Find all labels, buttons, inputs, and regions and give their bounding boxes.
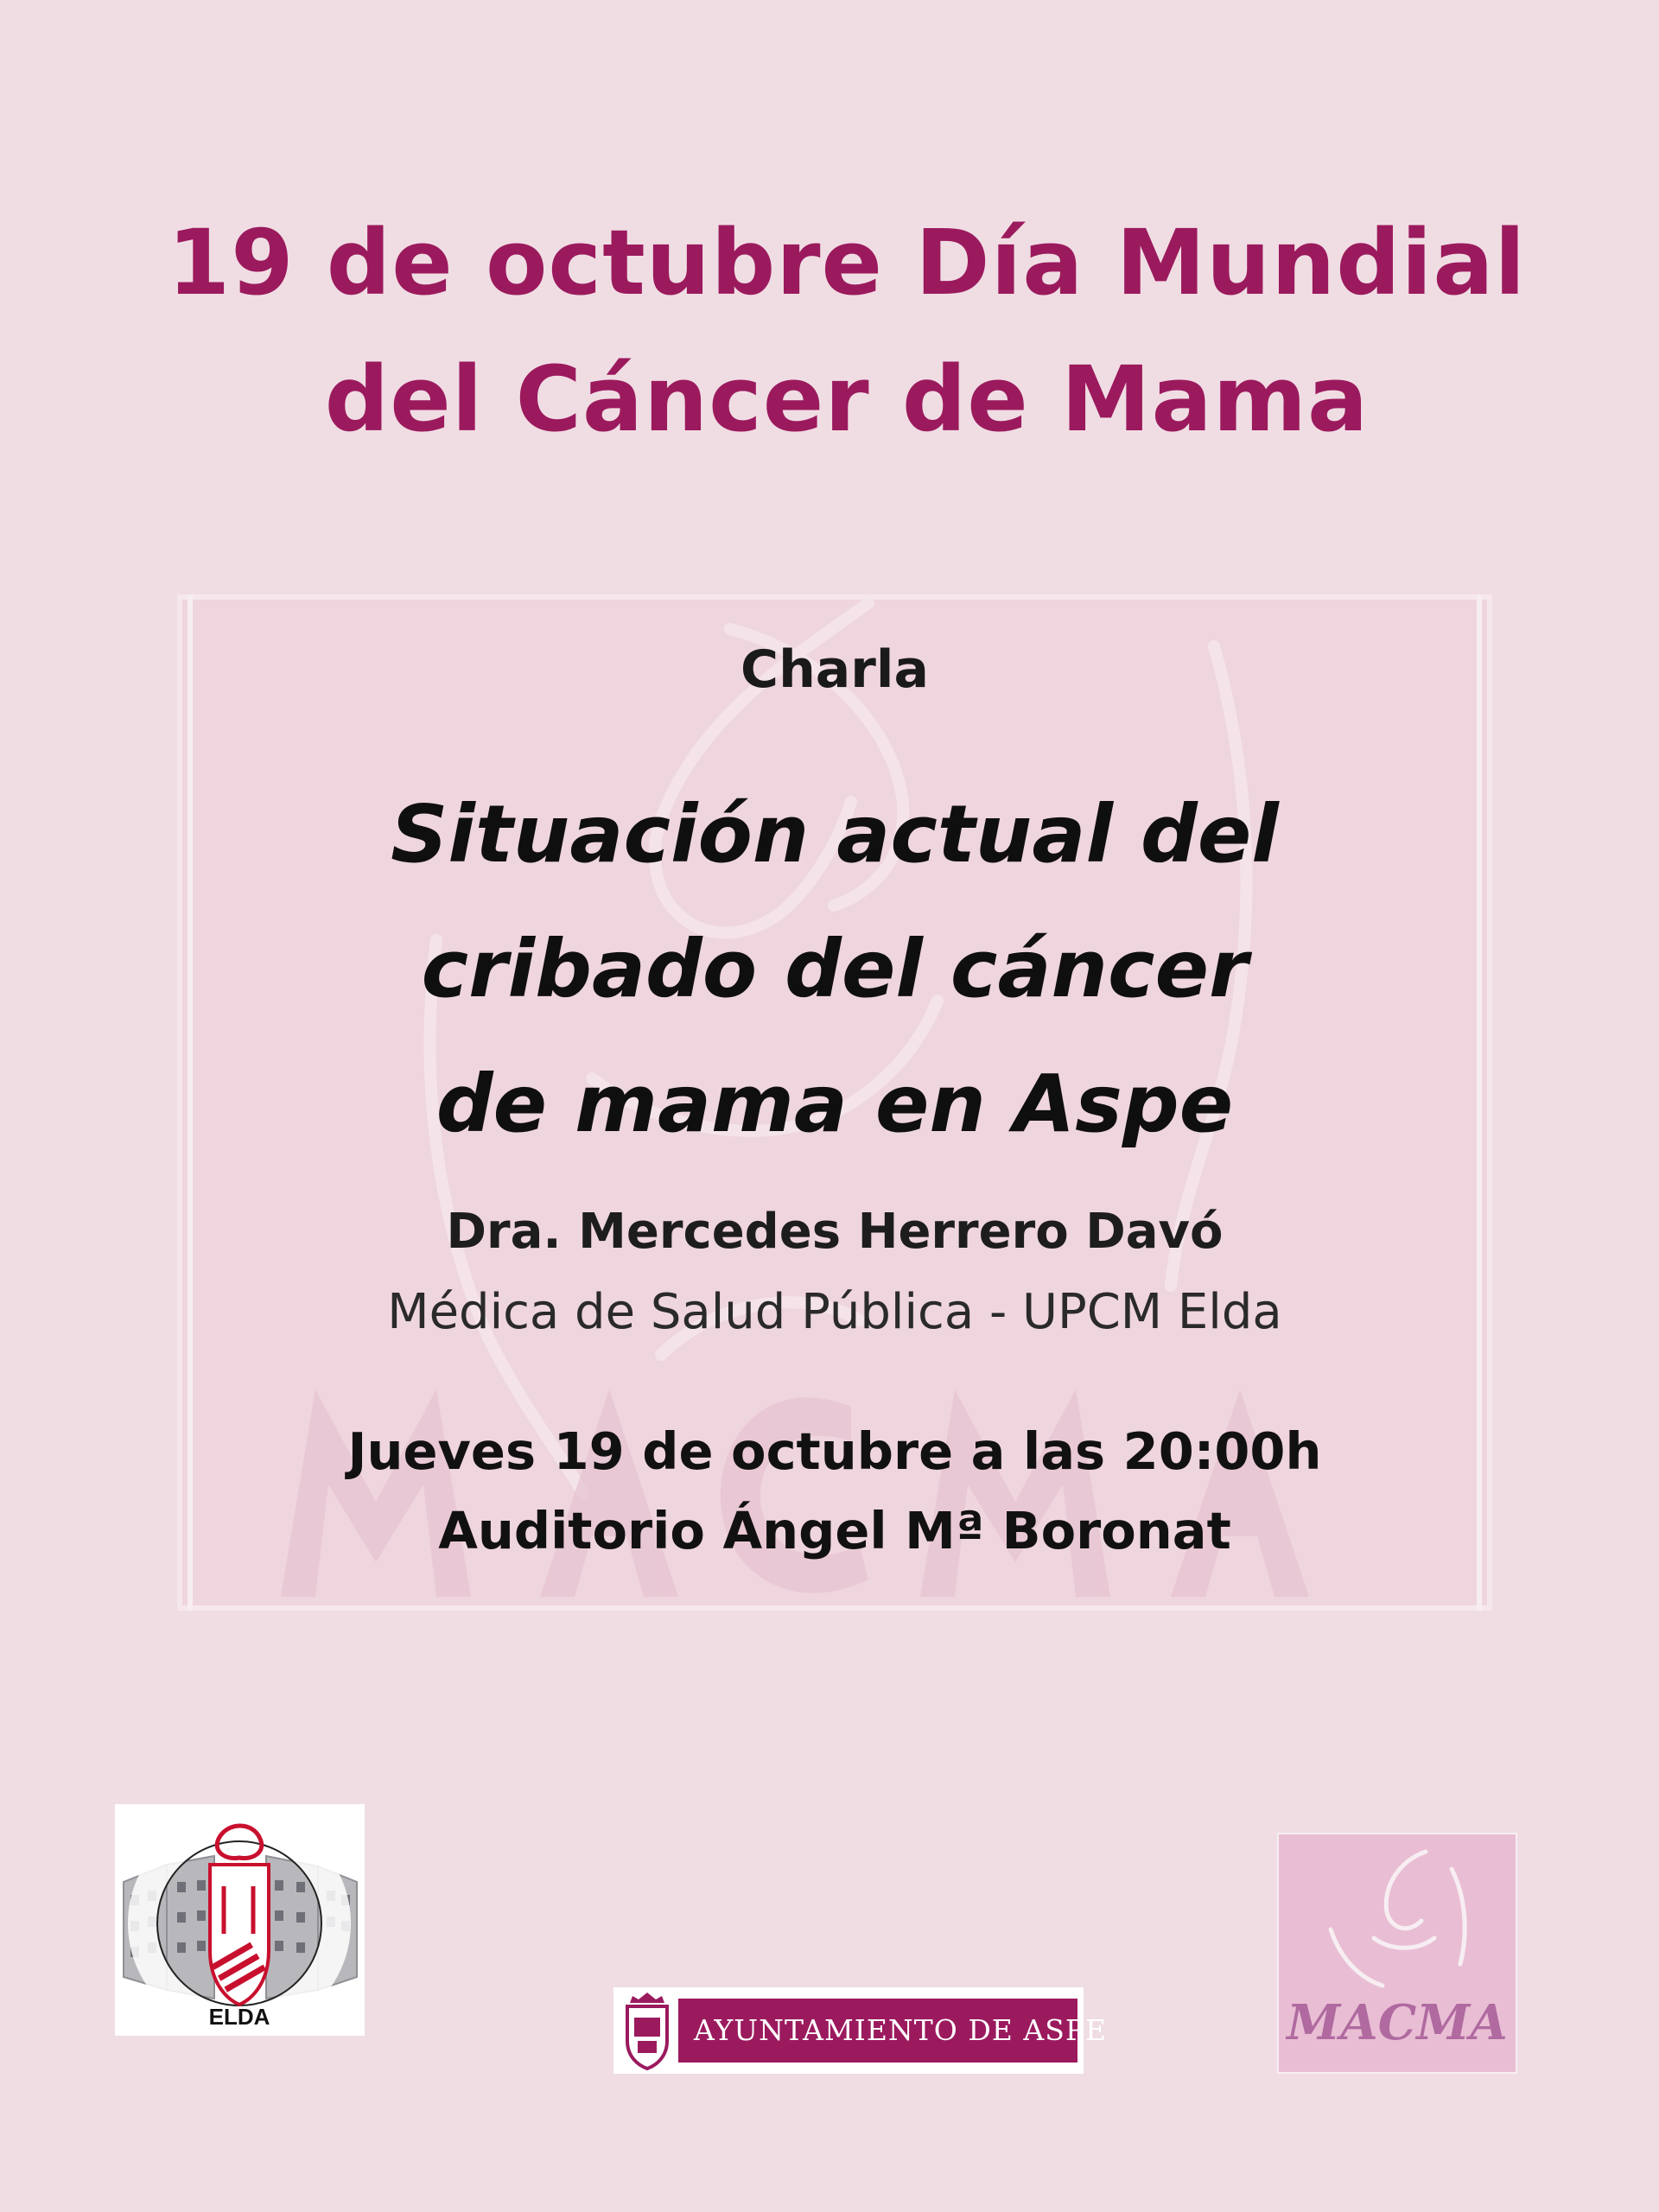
aspe-crest-icon [617,1987,677,2074]
talk-title-line-2: cribado del cáncer [421,923,1249,1015]
event-details [177,1412,1492,1571]
speaker-role: Médica de Salud Pública - UPCM Elda [387,1284,1282,1340]
macma-logo [1277,1833,1517,2074]
csp-emblem-icon [115,1804,365,2036]
talk-title-line-3: de mama en Aspe [435,1058,1234,1150]
event-date-time: Jueves 19 de octubre a las 20:00h [347,1421,1322,1481]
macma-figure-icon [1279,1834,1516,1990]
page-title [0,194,1659,467]
svg-text:ELDA: ELDA [208,2004,270,2030]
aspe-label: AYUNTAMIENTO DE ASPE [678,1999,1077,2063]
event-panel [177,594,1492,1611]
speaker-name: Dra. Mercedes Herrero Davó [446,1204,1224,1260]
title-line-1: 19 de octubre Día Mundial [167,210,1527,315]
ayuntamiento-aspe-logo [613,1987,1108,2074]
title-line-2: del Cáncer de Mama [324,346,1370,452]
csp-elda-logo [115,1804,365,2036]
talk-title [177,767,1492,1172]
macma-label: MACMA [1287,1994,1508,2051]
event-kind: Charla [741,639,929,700]
talk-title-line-1: Situación actual del [391,788,1279,880]
event-venue: Auditorio Ángel Mª Boronat [438,1501,1231,1560]
